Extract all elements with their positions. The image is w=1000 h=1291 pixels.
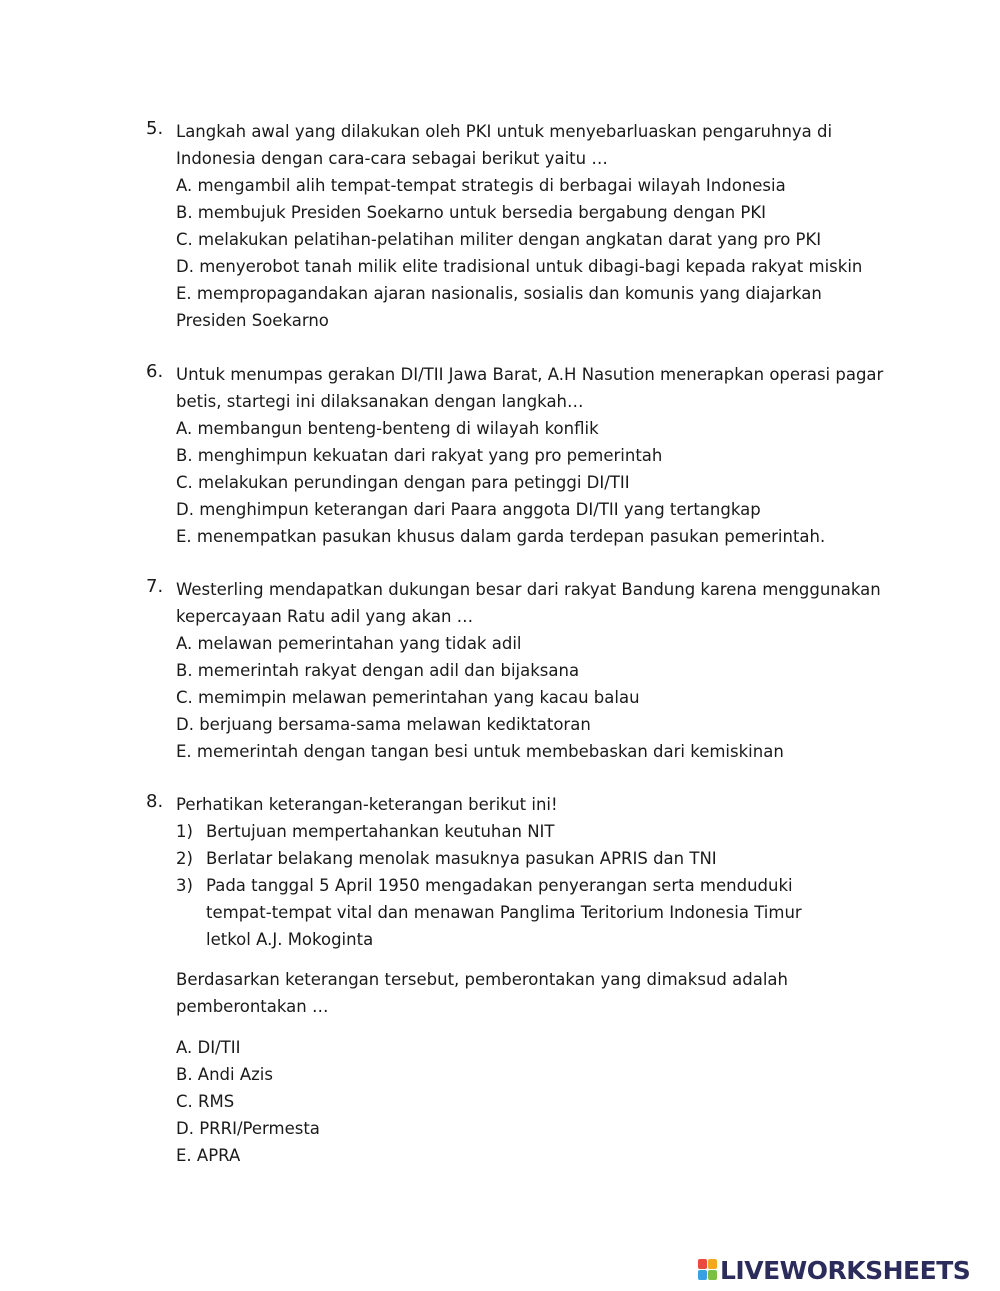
option-c[interactable]: C. melakukan perundingan dengan para petinggi DI/TII xyxy=(176,473,630,492)
option-e[interactable]: E. menempatkan pasukan khusus dalam garda terdepan pasukan pemerintah. xyxy=(176,527,826,546)
question-number: 8. xyxy=(146,791,164,812)
statement-text: Berlatar belakang menolak masuknya pasukan APRIS dan TNI xyxy=(206,849,717,868)
liveworksheets-logo xyxy=(698,1256,998,1284)
option-b[interactable]: B. memerintah rakyat dengan adil dan bijaksana xyxy=(176,661,580,680)
option-a[interactable]: A. melawan pemerintahan yang tidak adil xyxy=(176,634,522,653)
option-c[interactable]: C. melakukan pelatihan-pelatihan militer dengan angkatan darat yang pro PKI xyxy=(176,230,822,249)
question-text: Untuk menumpas gerakan DI/TII Jawa Barat, A.H Nasution menerapkan operasi pagar betis, startegi ini dilaksanakan dengan langkah… xyxy=(176,365,884,411)
question-text: Westerling mendapatkan dukungan besar dari rakyat Bandung karena menggunakan kepercayaan Ratu adil yang akan … xyxy=(176,580,881,626)
logo-text: LIVEWORKSHEETS xyxy=(720,1256,971,1285)
option-d[interactable]: D. PRRI/Permesta xyxy=(176,1119,320,1138)
question-number: 7. xyxy=(146,576,164,597)
question-number: 6. xyxy=(146,361,164,382)
statement-number: 2) xyxy=(176,849,193,868)
statement-text: Bertujuan mempertahankan keutuhan NIT xyxy=(206,822,555,841)
option-b[interactable]: B. menghimpun kekuatan dari rakyat yang pro pemerintah xyxy=(176,446,663,465)
option-c[interactable]: C. RMS xyxy=(176,1092,235,1111)
statement-number: 1) xyxy=(176,822,193,841)
statement-text: Pada tanggal 5 April 1950 mengadakan penyerangan serta menduduki tempat-tempat vital dan menawan Panglima Teritorium Indonesia Timur letkol A.J. Mokoginta xyxy=(206,876,802,949)
logo-blocks-icon xyxy=(698,1259,718,1281)
question-text: Langkah awal yang dilakukan oleh PKI untuk menyebarluaskan pengaruhnya di Indonesia dengan cara-cara sebagai berikut yaitu … xyxy=(176,122,833,168)
option-e[interactable]: E. mempropagandakan ajaran nasionalis, sosialis dan komunis yang diajarkan Presiden Soekarno xyxy=(176,284,822,330)
option-a[interactable]: A. membangun benteng-benteng di wilayah konflik xyxy=(176,419,599,438)
option-e[interactable]: E. APRA xyxy=(176,1146,241,1165)
option-b[interactable]: B. membujuk Presiden Soekarno untuk bersedia bergabung dengan PKI xyxy=(176,203,767,222)
option-c[interactable]: C. memimpin melawan pemerintahan yang kacau balau xyxy=(176,688,640,707)
option-e[interactable]: E. memerintah dengan tangan besi untuk membebaskan dari kemiskinan xyxy=(176,742,784,761)
question-text: Perhatikan keterangan-keterangan berikut ini! xyxy=(176,795,558,814)
option-a[interactable]: A. DI/TII xyxy=(176,1038,241,1057)
question-number: 5. xyxy=(146,118,164,139)
option-d[interactable]: D. berjuang bersama-sama melawan kediktatoran xyxy=(176,715,591,734)
option-a[interactable]: A. mengambil alih tempat-tempat strategis di berbagai wilayah Indonesia xyxy=(176,176,786,195)
question-followup: Berdasarkan keterangan tersebut, pemberontakan yang dimaksud adalah pemberontakan … xyxy=(176,970,788,1016)
option-d[interactable]: D. menyerobot tanah milik elite tradisional untuk dibagi-bagi kepada rakyat miskin xyxy=(176,257,863,276)
statement-number: 3) xyxy=(176,876,193,895)
option-b[interactable]: B. Andi Azis xyxy=(176,1065,273,1084)
option-d[interactable]: D. menghimpun keterangan dari Paara anggota DI/TII yang tertangkap xyxy=(176,500,761,519)
